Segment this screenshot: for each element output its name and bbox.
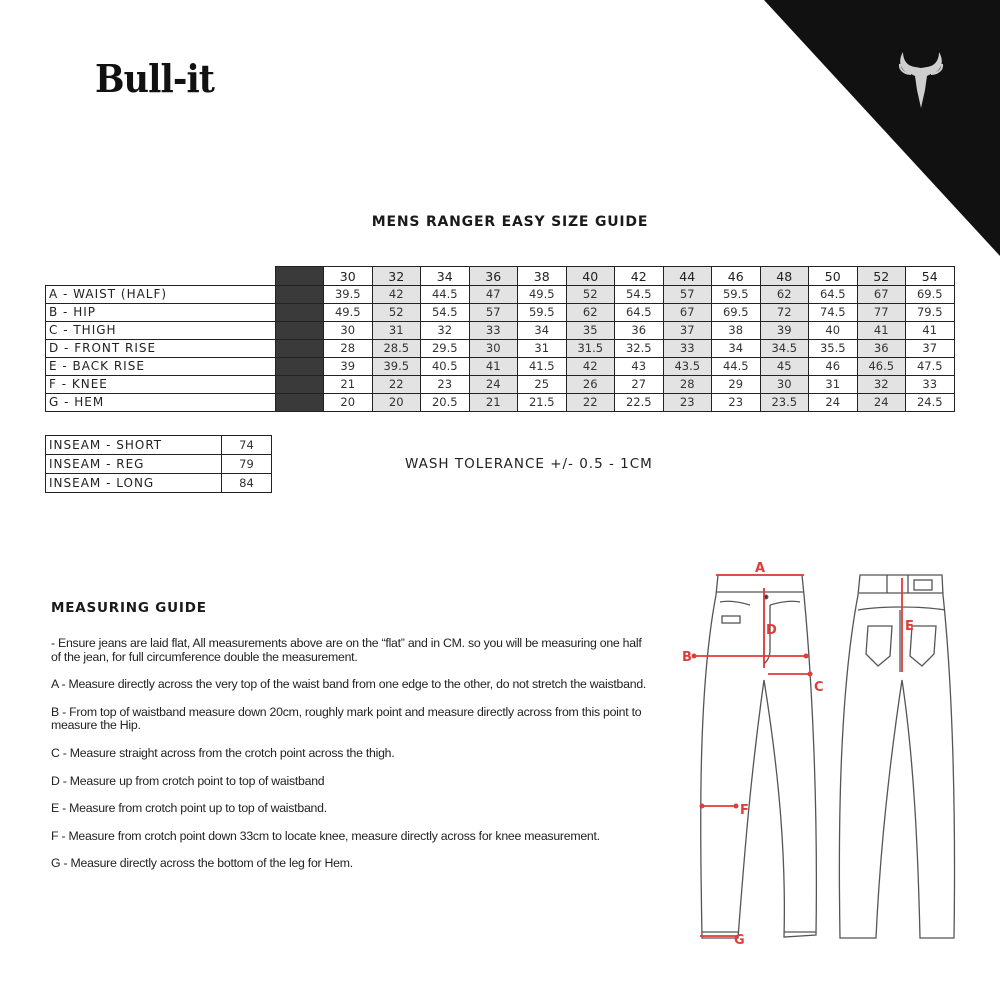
measurement-value: 40.5 xyxy=(421,358,470,376)
label-g: G xyxy=(734,933,745,948)
measurement-value: 49.5 xyxy=(518,286,567,304)
wash-tolerance: WASH TOLERANCE +/- 0.5 - 1CM xyxy=(405,456,653,472)
guide-paragraph: - Ensure jeans are laid flat, All measurements above are on the “flat” and in CM. so you will be measuring one half of the jean, for full circumference double the measurement. xyxy=(51,636,642,664)
measurement-value: 41 xyxy=(906,322,955,340)
size-header: 42 xyxy=(615,267,664,286)
label-e: E xyxy=(905,619,914,634)
size-header: 32 xyxy=(372,267,421,286)
measurement-value: 39 xyxy=(324,358,373,376)
measurement-value: 25 xyxy=(518,376,567,394)
measurement-value: 57 xyxy=(469,304,518,322)
size-header: 50 xyxy=(809,267,858,286)
guide-paragraph: G - Measure directly across the bottom of the leg for Hem. xyxy=(51,856,353,871)
inseam-value: 84 xyxy=(222,474,272,493)
measurement-lines xyxy=(692,575,902,936)
measurement-label: B - HIP xyxy=(46,304,276,322)
measurement-value: 26 xyxy=(566,376,615,394)
size-header: 30 xyxy=(324,267,373,286)
measurement-value: 21 xyxy=(324,376,373,394)
size-header: 54 xyxy=(906,267,955,286)
measurement-value: 20.5 xyxy=(421,394,470,412)
dark-column-cell xyxy=(276,267,324,286)
measurement-value: 44.5 xyxy=(712,358,761,376)
measurement-value: 34.5 xyxy=(760,340,809,358)
measurement-value: 69.5 xyxy=(906,286,955,304)
measurement-value: 39 xyxy=(760,322,809,340)
measurement-value: 33 xyxy=(906,376,955,394)
measurement-value: 79.5 xyxy=(906,304,955,322)
measurement-value: 39.5 xyxy=(372,358,421,376)
inseam-label: INSEAM - LONG xyxy=(46,474,222,493)
measurement-value: 41 xyxy=(857,322,906,340)
inseam-value: 74 xyxy=(222,436,272,455)
label-b: B xyxy=(682,650,692,665)
brand-logo: Bull-it xyxy=(95,56,215,101)
guide-paragraph: A - Measure directly across the very top of the waist band from one edge to the other, do not stretch the waistband. xyxy=(51,677,647,692)
measurement-value: 40 xyxy=(809,322,858,340)
measurement-value: 24 xyxy=(857,394,906,412)
measurement-row xyxy=(46,322,955,340)
measurement-value: 45 xyxy=(760,358,809,376)
dark-column-cell xyxy=(276,340,324,358)
label-f: F xyxy=(740,803,749,818)
label-d: D xyxy=(766,623,777,638)
measurement-value: 59.5 xyxy=(518,304,567,322)
measurement-value: 46 xyxy=(809,358,858,376)
size-header: 46 xyxy=(712,267,761,286)
measurement-label: G - HEM xyxy=(46,394,276,412)
measurement-value: 24 xyxy=(469,376,518,394)
measurement-row xyxy=(46,358,955,376)
dark-column-cell xyxy=(276,394,324,412)
inseam-table xyxy=(45,435,272,493)
dark-column-cell xyxy=(276,322,324,340)
guide-paragraph: B - From top of waistband measure down 20cm, roughly mark point and measure directly across from this point to measure the Hip. xyxy=(51,704,642,733)
measurement-value: 21 xyxy=(469,394,518,412)
measurement-value: 32 xyxy=(857,376,906,394)
measurement-value: 62 xyxy=(566,304,615,322)
measurement-value: 23 xyxy=(663,394,712,412)
measurement-value: 34 xyxy=(518,322,567,340)
measurement-row xyxy=(46,394,955,412)
measurement-value: 54.5 xyxy=(421,304,470,322)
measurement-value: 36 xyxy=(857,340,906,358)
measurement-value: 28 xyxy=(324,340,373,358)
measurement-value: 37 xyxy=(906,340,955,358)
measurement-label: A - WAIST (HALF) xyxy=(46,286,276,304)
size-table xyxy=(45,266,955,412)
guide-paragraph: E - Measure from crotch point up to top of waistband. xyxy=(51,801,327,816)
measurement-label: E - BACK RISE xyxy=(46,358,276,376)
size-header: 34 xyxy=(421,267,470,286)
measurement-value: 52 xyxy=(372,304,421,322)
inseam-row-reg xyxy=(46,455,272,474)
measurement-row xyxy=(46,376,955,394)
measuring-guide-title: MEASURING GUIDE xyxy=(51,600,207,616)
measurement-value: 67 xyxy=(857,286,906,304)
label-c: C xyxy=(814,680,824,695)
dark-column-cell xyxy=(276,358,324,376)
measurement-value: 42 xyxy=(372,286,421,304)
size-header: 52 xyxy=(857,267,906,286)
measurement-value: 39.5 xyxy=(324,286,373,304)
dark-column-cell xyxy=(276,376,324,394)
measurement-label: C - THIGH xyxy=(46,322,276,340)
measurement-value: 37 xyxy=(663,322,712,340)
size-header: 40 xyxy=(566,267,615,286)
measurement-value: 67 xyxy=(663,304,712,322)
measurement-value: 29.5 xyxy=(421,340,470,358)
measurement-value: 47 xyxy=(469,286,518,304)
measurement-value: 57 xyxy=(663,286,712,304)
measurement-value: 30 xyxy=(469,340,518,358)
measurement-value: 42 xyxy=(566,358,615,376)
measurement-value: 72 xyxy=(760,304,809,322)
inseam-label: INSEAM - SHORT xyxy=(46,436,222,455)
dark-column-cell xyxy=(276,304,324,322)
measuring-guide-text xyxy=(51,637,651,885)
measurement-value: 27 xyxy=(615,376,664,394)
measurement-value: 20 xyxy=(372,394,421,412)
measurement-value: 44.5 xyxy=(421,286,470,304)
bull-head-icon xyxy=(897,48,945,112)
measurement-value: 22.5 xyxy=(615,394,664,412)
measurement-value: 31.5 xyxy=(566,340,615,358)
measurement-label: F - KNEE xyxy=(46,376,276,394)
guide-paragraph: D - Measure up from crotch point to top of waistband xyxy=(51,773,325,788)
header-spacer xyxy=(46,267,276,286)
measurement-value: 24.5 xyxy=(906,394,955,412)
measurement-value: 23 xyxy=(421,376,470,394)
dark-column-cell xyxy=(276,286,324,304)
measurement-row xyxy=(46,340,955,358)
jeans-back-icon xyxy=(839,575,954,938)
measurement-value: 52 xyxy=(566,286,615,304)
measurement-value: 31 xyxy=(372,322,421,340)
measurement-value: 43.5 xyxy=(663,358,712,376)
measurement-row xyxy=(46,286,955,304)
measurement-value: 22 xyxy=(372,376,421,394)
inseam-row-long xyxy=(46,474,272,493)
size-header: 38 xyxy=(518,267,567,286)
guide-paragraph: C - Measure straight across from the crotch point across the thigh. xyxy=(51,745,395,760)
measurement-value: 31 xyxy=(809,376,858,394)
measurement-value: 74.5 xyxy=(809,304,858,322)
size-header: 44 xyxy=(663,267,712,286)
measurement-value: 49.5 xyxy=(324,304,373,322)
measurement-value: 36 xyxy=(615,322,664,340)
measurement-value: 32.5 xyxy=(615,340,664,358)
jeans-measurement-diagram xyxy=(680,560,1000,950)
label-a: A xyxy=(755,561,766,576)
measurement-value: 30 xyxy=(760,376,809,394)
size-guide-title: MENS RANGER EASY SIZE GUIDE xyxy=(371,214,649,230)
measurement-value: 33 xyxy=(663,340,712,358)
inseam-value: 79 xyxy=(222,455,272,474)
size-header-row xyxy=(46,267,955,286)
measurement-value: 69.5 xyxy=(712,304,761,322)
measurement-value: 23 xyxy=(712,394,761,412)
measurement-value: 28 xyxy=(663,376,712,394)
measurement-value: 28.5 xyxy=(372,340,421,358)
measurement-value: 41.5 xyxy=(518,358,567,376)
measurement-label: D - FRONT RISE xyxy=(46,340,276,358)
measurement-value: 35 xyxy=(566,322,615,340)
measurement-value: 38 xyxy=(712,322,761,340)
measurement-value: 41 xyxy=(469,358,518,376)
measurement-value: 22 xyxy=(566,394,615,412)
measurement-value: 33 xyxy=(469,322,518,340)
measurement-value: 43 xyxy=(615,358,664,376)
measurement-value: 47.5 xyxy=(906,358,955,376)
measurement-value: 34 xyxy=(712,340,761,358)
inseam-label: INSEAM - REG xyxy=(46,455,222,474)
measurement-value: 64.5 xyxy=(809,286,858,304)
measurement-value: 29 xyxy=(712,376,761,394)
measurement-value: 77 xyxy=(857,304,906,322)
measurement-value: 35.5 xyxy=(809,340,858,358)
measurement-value: 23.5 xyxy=(760,394,809,412)
measurement-value: 32 xyxy=(421,322,470,340)
measurement-value: 24 xyxy=(809,394,858,412)
measurement-value: 59.5 xyxy=(712,286,761,304)
measurement-value: 31 xyxy=(518,340,567,358)
measurement-value: 21.5 xyxy=(518,394,567,412)
measurement-value: 62 xyxy=(760,286,809,304)
size-header: 36 xyxy=(469,267,518,286)
guide-paragraph: F - Measure from crotch point down 33cm to locate knee, measure directly across for knee measurement. xyxy=(51,828,600,843)
jeans-front-icon xyxy=(701,575,817,938)
inseam-row-short xyxy=(46,436,272,455)
measurement-value: 64.5 xyxy=(615,304,664,322)
measurement-value: 54.5 xyxy=(615,286,664,304)
measurement-value: 46.5 xyxy=(857,358,906,376)
size-header: 48 xyxy=(760,267,809,286)
measurement-value: 20 xyxy=(324,394,373,412)
measurement-row xyxy=(46,304,955,322)
measurement-value: 30 xyxy=(324,322,373,340)
